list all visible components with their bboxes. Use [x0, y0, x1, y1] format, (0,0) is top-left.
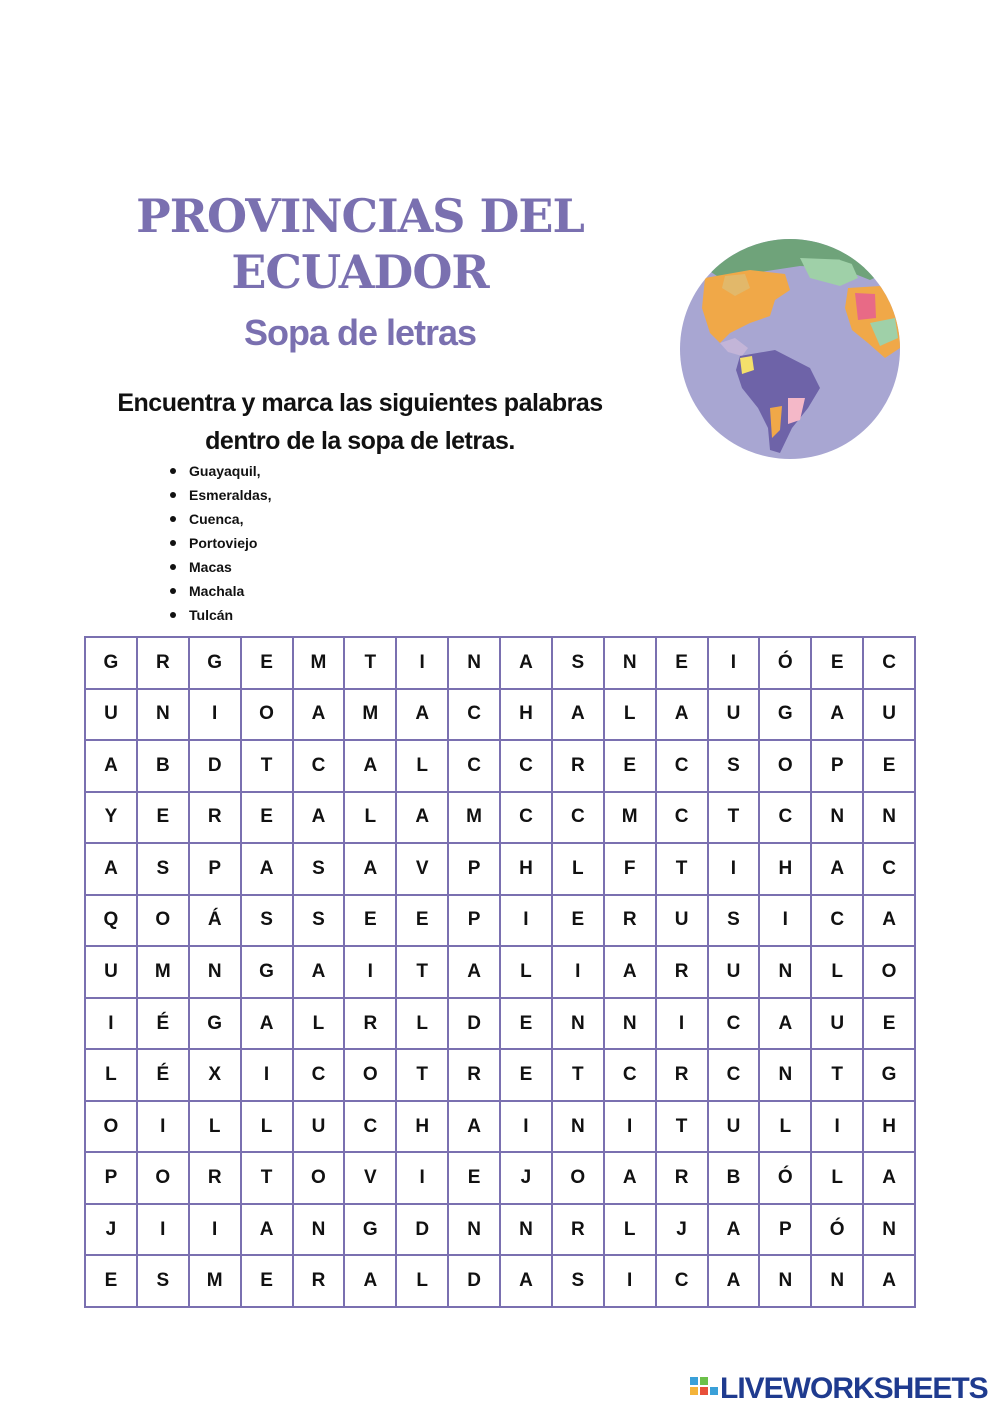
- grid-cell[interactable]: U: [709, 947, 761, 999]
- grid-cell[interactable]: L: [242, 1102, 294, 1154]
- grid-cell[interactable]: N: [294, 1205, 346, 1257]
- grid-cell[interactable]: A: [242, 1205, 294, 1257]
- grid-cell[interactable]: P: [190, 844, 242, 896]
- grid-cell[interactable]: I: [709, 638, 761, 690]
- grid-cell[interactable]: P: [449, 896, 501, 948]
- grid-cell[interactable]: E: [501, 999, 553, 1051]
- grid-cell[interactable]: M: [294, 638, 346, 690]
- grid-cell[interactable]: C: [345, 1102, 397, 1154]
- grid-cell[interactable]: R: [294, 1256, 346, 1308]
- grid-cell[interactable]: C: [864, 638, 916, 690]
- grid-cell[interactable]: C: [657, 1256, 709, 1308]
- grid-cell[interactable]: L: [553, 844, 605, 896]
- grid-cell[interactable]: A: [864, 1153, 916, 1205]
- grid-cell[interactable]: H: [501, 844, 553, 896]
- grid-cell[interactable]: A: [242, 999, 294, 1051]
- grid-cell[interactable]: J: [86, 1205, 138, 1257]
- grid-cell[interactable]: R: [657, 947, 709, 999]
- grid-cell[interactable]: A: [345, 844, 397, 896]
- grid-cell[interactable]: I: [657, 999, 709, 1051]
- grid-cell[interactable]: T: [242, 1153, 294, 1205]
- grid-cell[interactable]: Ó: [812, 1205, 864, 1257]
- grid-cell[interactable]: L: [397, 741, 449, 793]
- grid-cell[interactable]: L: [812, 947, 864, 999]
- grid-cell[interactable]: A: [449, 1102, 501, 1154]
- grid-cell[interactable]: A: [294, 690, 346, 742]
- grid-cell[interactable]: T: [397, 1050, 449, 1102]
- grid-cell[interactable]: G: [86, 638, 138, 690]
- grid-cell[interactable]: N: [449, 638, 501, 690]
- grid-cell[interactable]: C: [501, 741, 553, 793]
- bullet-icon: [170, 588, 176, 594]
- grid-cell[interactable]: O: [760, 741, 812, 793]
- grid-cell[interactable]: Y: [86, 793, 138, 845]
- grid-cell[interactable]: G: [760, 690, 812, 742]
- grid-cell[interactable]: B: [138, 741, 190, 793]
- grid-cell[interactable]: A: [397, 690, 449, 742]
- page-title: [110, 188, 610, 300]
- grid-cell[interactable]: T: [709, 793, 761, 845]
- word-label: Tulcán: [189, 607, 234, 623]
- grid-cell[interactable]: N: [812, 793, 864, 845]
- grid-cell[interactable]: L: [86, 1050, 138, 1102]
- grid-cell[interactable]: C: [709, 1050, 761, 1102]
- grid-cell[interactable]: M: [449, 793, 501, 845]
- word-label: Esmeraldas,: [189, 487, 272, 503]
- grid-cell[interactable]: T: [657, 1102, 709, 1154]
- grid-cell[interactable]: T: [553, 1050, 605, 1102]
- grid-cell[interactable]: I: [190, 1205, 242, 1257]
- grid-cell[interactable]: O: [345, 1050, 397, 1102]
- grid-cell[interactable]: L: [812, 1153, 864, 1205]
- grid-cell[interactable]: E: [864, 741, 916, 793]
- grid-cell[interactable]: R: [605, 896, 657, 948]
- grid-cell[interactable]: P: [86, 1153, 138, 1205]
- grid-cell[interactable]: U: [86, 947, 138, 999]
- grid-cell[interactable]: C: [657, 741, 709, 793]
- grid-cell[interactable]: C: [294, 1050, 346, 1102]
- word-list-item: [170, 555, 272, 579]
- grid-cell[interactable]: H: [501, 690, 553, 742]
- grid-cell[interactable]: S: [709, 896, 761, 948]
- word-label: Portoviejo: [189, 535, 258, 551]
- grid-cell[interactable]: P: [760, 1205, 812, 1257]
- footer-brand: [690, 1372, 988, 1406]
- liveworksheets-logo-icon: [690, 1375, 718, 1403]
- grid-cell[interactable]: L: [605, 1205, 657, 1257]
- bullet-icon: [170, 492, 176, 498]
- grid-cell[interactable]: R: [449, 1050, 501, 1102]
- grid-cell[interactable]: E: [86, 1256, 138, 1308]
- grid-cell[interactable]: N: [501, 1205, 553, 1257]
- grid-cell[interactable]: I: [501, 896, 553, 948]
- grid-cell[interactable]: I: [345, 947, 397, 999]
- grid-cell[interactable]: S: [242, 896, 294, 948]
- word-label: Guayaquil,: [189, 463, 261, 479]
- grid-cell[interactable]: R: [553, 1205, 605, 1257]
- grid-cell[interactable]: T: [397, 947, 449, 999]
- grid-cell[interactable]: E: [397, 896, 449, 948]
- grid-cell[interactable]: C: [605, 1050, 657, 1102]
- word-label: Machala: [189, 583, 245, 599]
- grid-cell[interactable]: D: [397, 1205, 449, 1257]
- grid-cell[interactable]: I: [760, 896, 812, 948]
- word-list-item: [170, 507, 272, 531]
- grid-cell[interactable]: M: [605, 793, 657, 845]
- grid-cell[interactable]: R: [657, 1153, 709, 1205]
- grid-cell[interactable]: Á: [190, 896, 242, 948]
- grid-cell[interactable]: A: [345, 1256, 397, 1308]
- grid-cell[interactable]: I: [190, 690, 242, 742]
- word-label: Macas: [189, 559, 232, 575]
- grid-cell[interactable]: N: [449, 1205, 501, 1257]
- grid-cell[interactable]: C: [501, 793, 553, 845]
- grid-cell[interactable]: O: [86, 1102, 138, 1154]
- grid-cell[interactable]: A: [605, 1153, 657, 1205]
- grid-cell[interactable]: A: [86, 741, 138, 793]
- grid-cell[interactable]: A: [709, 1205, 761, 1257]
- grid-cell[interactable]: O: [553, 1153, 605, 1205]
- grid-cell[interactable]: A: [605, 947, 657, 999]
- grid-cell[interactable]: U: [864, 690, 916, 742]
- bullet-icon: [170, 516, 176, 522]
- grid-cell[interactable]: M: [345, 690, 397, 742]
- word-list: [170, 459, 272, 627]
- grid-cell[interactable]: O: [864, 947, 916, 999]
- grid-cell[interactable]: E: [864, 999, 916, 1051]
- grid-cell[interactable]: N: [138, 690, 190, 742]
- grid-cell[interactable]: N: [605, 638, 657, 690]
- grid-cell[interactable]: B: [709, 1153, 761, 1205]
- grid-cell[interactable]: E: [605, 741, 657, 793]
- grid-cell[interactable]: A: [864, 896, 916, 948]
- grid-cell[interactable]: L: [605, 690, 657, 742]
- bullet-icon: [170, 540, 176, 546]
- grid-cell[interactable]: A: [397, 793, 449, 845]
- grid-cell[interactable]: C: [812, 896, 864, 948]
- grid-cell[interactable]: L: [345, 793, 397, 845]
- footer-text: LIVEWORKSHEETS: [720, 1372, 988, 1405]
- word-list-item: [170, 603, 272, 627]
- grid-cell[interactable]: A: [242, 844, 294, 896]
- grid-cell[interactable]: U: [709, 690, 761, 742]
- grid-cell[interactable]: I: [86, 999, 138, 1051]
- grid-cell[interactable]: S: [138, 844, 190, 896]
- grid-cell[interactable]: A: [294, 793, 346, 845]
- grid-cell[interactable]: C: [449, 690, 501, 742]
- grid-cell[interactable]: A: [812, 690, 864, 742]
- grid-cell[interactable]: R: [138, 638, 190, 690]
- grid-cell[interactable]: O: [242, 690, 294, 742]
- word-list-item: [170, 483, 272, 507]
- grid-cell[interactable]: I: [709, 844, 761, 896]
- grid-cell[interactable]: E: [242, 793, 294, 845]
- grid-cell[interactable]: N: [760, 1050, 812, 1102]
- grid-cell[interactable]: P: [812, 741, 864, 793]
- grid-cell[interactable]: L: [760, 1102, 812, 1154]
- grid-cell[interactable]: E: [345, 896, 397, 948]
- grid-cell[interactable]: R: [345, 999, 397, 1051]
- grid-cell[interactable]: E: [553, 896, 605, 948]
- grid-cell[interactable]: C: [449, 741, 501, 793]
- grid-cell[interactable]: A: [657, 690, 709, 742]
- grid-cell[interactable]: V: [345, 1153, 397, 1205]
- grid-cell[interactable]: G: [190, 999, 242, 1051]
- grid-cell[interactable]: V: [397, 844, 449, 896]
- grid-cell[interactable]: H: [397, 1102, 449, 1154]
- grid-cell[interactable]: N: [605, 999, 657, 1051]
- subtitle: Sopa de letras: [243, 312, 477, 353]
- grid-cell[interactable]: C: [553, 793, 605, 845]
- grid-cell[interactable]: A: [501, 1256, 553, 1308]
- grid-cell[interactable]: A: [553, 690, 605, 742]
- grid-cell[interactable]: X: [190, 1050, 242, 1102]
- grid-cell[interactable]: R: [657, 1050, 709, 1102]
- bullet-icon: [170, 612, 176, 618]
- grid-cell[interactable]: I: [812, 1102, 864, 1154]
- grid-cell[interactable]: N: [553, 999, 605, 1051]
- grid-cell[interactable]: R: [190, 793, 242, 845]
- grid-cell[interactable]: E: [657, 638, 709, 690]
- grid-cell[interactable]: N: [812, 1256, 864, 1308]
- grid-cell[interactable]: T: [812, 1050, 864, 1102]
- grid-cell[interactable]: I: [242, 1050, 294, 1102]
- grid-cell[interactable]: A: [345, 741, 397, 793]
- grid-cell[interactable]: G: [190, 638, 242, 690]
- word-list-item: [170, 531, 272, 555]
- grid-cell[interactable]: J: [657, 1205, 709, 1257]
- grid-cell[interactable]: A: [449, 947, 501, 999]
- grid-cell[interactable]: D: [449, 999, 501, 1051]
- grid-cell[interactable]: J: [501, 1153, 553, 1205]
- grid-cell[interactable]: E: [242, 638, 294, 690]
- grid-cell[interactable]: N: [864, 793, 916, 845]
- grid-cell[interactable]: Q: [86, 896, 138, 948]
- grid-cell[interactable]: R: [553, 741, 605, 793]
- grid-cell[interactable]: U: [657, 896, 709, 948]
- word-label: Cuenca,: [189, 511, 244, 527]
- grid-cell[interactable]: U: [812, 999, 864, 1051]
- grid-cell[interactable]: A: [294, 947, 346, 999]
- grid-cell[interactable]: O: [138, 1153, 190, 1205]
- instructions-line-1: Encuentra y marca las siguientes palabras: [117, 389, 603, 417]
- grid-cell[interactable]: F: [605, 844, 657, 896]
- grid-cell[interactable]: D: [449, 1256, 501, 1308]
- grid-cell[interactable]: S: [138, 1256, 190, 1308]
- grid-cell[interactable]: I: [605, 1102, 657, 1154]
- grid-cell[interactable]: Ó: [760, 1153, 812, 1205]
- grid-cell[interactable]: I: [501, 1102, 553, 1154]
- bullet-icon: [170, 468, 176, 474]
- word-list-item: [170, 579, 272, 603]
- grid-cell[interactable]: E: [449, 1153, 501, 1205]
- grid-cell[interactable]: T: [657, 844, 709, 896]
- grid-cell[interactable]: G: [345, 1205, 397, 1257]
- grid-cell[interactable]: S: [553, 1256, 605, 1308]
- grid-cell[interactable]: A: [501, 638, 553, 690]
- grid-cell[interactable]: E: [812, 638, 864, 690]
- grid-cell[interactable]: G: [242, 947, 294, 999]
- grid-cell[interactable]: U: [294, 1102, 346, 1154]
- grid-cell[interactable]: L: [190, 1102, 242, 1154]
- instructions: [100, 384, 620, 460]
- grid-cell[interactable]: U: [86, 690, 138, 742]
- grid-cell[interactable]: I: [605, 1256, 657, 1308]
- grid-cell[interactable]: O: [138, 896, 190, 948]
- grid-cell[interactable]: A: [86, 844, 138, 896]
- grid-cell[interactable]: I: [397, 1153, 449, 1205]
- grid-cell[interactable]: S: [709, 741, 761, 793]
- word-list-item: [170, 459, 272, 483]
- grid-cell[interactable]: H: [760, 844, 812, 896]
- grid-cell[interactable]: L: [501, 947, 553, 999]
- instructions-line-2: dentro de la sopa de letras.: [205, 427, 515, 455]
- grid-cell[interactable]: C: [864, 844, 916, 896]
- grid-cell[interactable]: I: [553, 947, 605, 999]
- grid-cell[interactable]: C: [760, 793, 812, 845]
- grid-cell[interactable]: N: [864, 1205, 916, 1257]
- grid-cell[interactable]: P: [449, 844, 501, 896]
- grid-cell[interactable]: C: [709, 999, 761, 1051]
- word-search-grid[interactable]: [84, 636, 916, 1308]
- grid-cell[interactable]: I: [138, 1205, 190, 1257]
- grid-cell[interactable]: A: [760, 999, 812, 1051]
- grid-cell[interactable]: E: [242, 1256, 294, 1308]
- grid-cell[interactable]: L: [397, 1256, 449, 1308]
- grid-cell[interactable]: E: [138, 793, 190, 845]
- grid-cell[interactable]: U: [709, 1102, 761, 1154]
- grid-cell[interactable]: L: [294, 999, 346, 1051]
- grid-cell[interactable]: D: [190, 741, 242, 793]
- grid-cell[interactable]: R: [190, 1153, 242, 1205]
- grid-cell[interactable]: S: [294, 896, 346, 948]
- title-line-2: ECUADOR: [231, 245, 489, 299]
- grid-cell[interactable]: M: [190, 1256, 242, 1308]
- grid-cell[interactable]: L: [397, 999, 449, 1051]
- bullet-icon: [170, 564, 176, 570]
- grid-cell[interactable]: N: [760, 1256, 812, 1308]
- grid-cell[interactable]: Ó: [760, 638, 812, 690]
- grid-cell[interactable]: I: [138, 1102, 190, 1154]
- grid-cell[interactable]: É: [138, 999, 190, 1051]
- grid-cell[interactable]: S: [294, 844, 346, 896]
- grid-cell[interactable]: É: [138, 1050, 190, 1102]
- grid-cell[interactable]: M: [138, 947, 190, 999]
- grid-cell[interactable]: N: [553, 1102, 605, 1154]
- title-line-1: PROVINCIAS DEL: [136, 189, 584, 243]
- grid-cell[interactable]: T: [242, 741, 294, 793]
- grid-cell[interactable]: C: [294, 741, 346, 793]
- grid-cell[interactable]: N: [760, 947, 812, 999]
- grid-cell[interactable]: I: [397, 638, 449, 690]
- grid-cell[interactable]: N: [190, 947, 242, 999]
- grid-cell[interactable]: H: [864, 1102, 916, 1154]
- grid-cell[interactable]: A: [709, 1256, 761, 1308]
- grid-cell[interactable]: A: [864, 1256, 916, 1308]
- grid-cell[interactable]: E: [501, 1050, 553, 1102]
- grid-cell[interactable]: T: [345, 638, 397, 690]
- grid-cell[interactable]: S: [553, 638, 605, 690]
- grid-cell[interactable]: O: [294, 1153, 346, 1205]
- grid-cell[interactable]: C: [657, 793, 709, 845]
- grid-cell[interactable]: A: [812, 844, 864, 896]
- globe-image: [680, 238, 900, 460]
- grid-cell[interactable]: G: [864, 1050, 916, 1102]
